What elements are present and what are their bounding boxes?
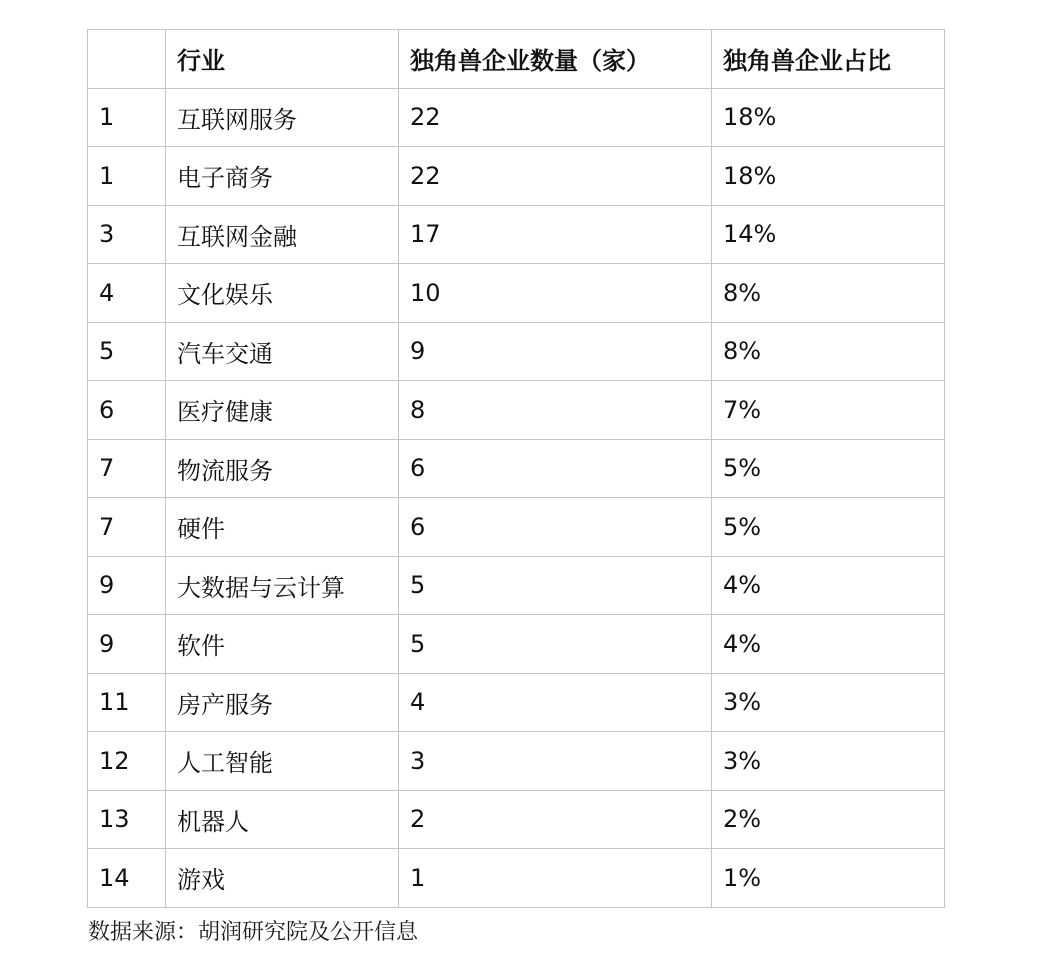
header-share: 独角兽企业占比 — [712, 30, 945, 89]
rank-cell: 14 — [88, 849, 166, 908]
share-cell: 8% — [712, 264, 945, 323]
table-row — [88, 849, 945, 908]
count-cell: 5 — [399, 556, 712, 615]
count-cell: 9 — [399, 322, 712, 381]
share-cell: 5% — [712, 498, 945, 557]
share-cell: 2% — [712, 790, 945, 849]
rank-cell: 12 — [88, 732, 166, 791]
industry-cell: 大数据与云计算 — [166, 556, 399, 615]
unicorn-industry-table — [87, 29, 945, 908]
table-row — [88, 381, 945, 440]
share-cell: 3% — [712, 673, 945, 732]
table-body — [88, 30, 945, 908]
industry-cell: 医疗健康 — [166, 381, 399, 440]
share-cell: 18% — [712, 147, 945, 206]
count-cell: 10 — [399, 264, 712, 323]
header-rank — [88, 30, 166, 89]
industry-cell: 电子商务 — [166, 147, 399, 206]
industry-cell: 游戏 — [166, 849, 399, 908]
count-cell: 1 — [399, 849, 712, 908]
share-cell: 4% — [712, 556, 945, 615]
industry-cell: 互联网服务 — [166, 88, 399, 147]
count-cell: 17 — [399, 205, 712, 264]
share-cell: 1% — [712, 849, 945, 908]
source-note: 数据来源：胡润研究院及公开信息 — [88, 920, 419, 945]
industry-cell: 汽车交通 — [166, 322, 399, 381]
share-cell: 4% — [712, 615, 945, 674]
count-cell: 22 — [399, 147, 712, 206]
rank-cell: 1 — [88, 147, 166, 206]
table-row — [88, 790, 945, 849]
table-row — [88, 498, 945, 557]
table-row — [88, 556, 945, 615]
industry-cell: 互联网金融 — [166, 205, 399, 264]
industry-cell: 房产服务 — [166, 673, 399, 732]
count-cell: 6 — [399, 498, 712, 557]
rank-cell: 4 — [88, 264, 166, 323]
table-row — [88, 615, 945, 674]
table-row — [88, 147, 945, 206]
rank-cell: 9 — [88, 556, 166, 615]
count-cell: 2 — [399, 790, 712, 849]
header-industry: 行业 — [166, 30, 399, 89]
count-cell: 8 — [399, 381, 712, 440]
count-cell: 3 — [399, 732, 712, 791]
share-cell: 14% — [712, 205, 945, 264]
share-cell: 7% — [712, 381, 945, 440]
industry-cell: 软件 — [166, 615, 399, 674]
table-row — [88, 322, 945, 381]
count-cell: 22 — [399, 88, 712, 147]
rank-cell: 9 — [88, 615, 166, 674]
rank-cell: 1 — [88, 88, 166, 147]
share-cell: 3% — [712, 732, 945, 791]
share-cell: 18% — [712, 88, 945, 147]
rank-cell: 7 — [88, 439, 166, 498]
industry-cell: 物流服务 — [166, 439, 399, 498]
count-cell: 6 — [399, 439, 712, 498]
rank-cell: 11 — [88, 673, 166, 732]
rank-cell: 7 — [88, 498, 166, 557]
industry-cell: 硬件 — [166, 498, 399, 557]
table-row — [88, 732, 945, 791]
table-row — [88, 264, 945, 323]
table-row — [88, 439, 945, 498]
header-count: 独角兽企业数量（家） — [399, 30, 712, 89]
industry-cell: 机器人 — [166, 790, 399, 849]
rank-cell: 6 — [88, 381, 166, 440]
share-cell: 8% — [712, 322, 945, 381]
table-row — [88, 205, 945, 264]
table-row — [88, 88, 945, 147]
count-cell: 4 — [399, 673, 712, 732]
header-row — [88, 30, 945, 89]
rank-cell: 3 — [88, 205, 166, 264]
rank-cell: 5 — [88, 322, 166, 381]
share-cell: 5% — [712, 439, 945, 498]
rank-cell: 13 — [88, 790, 166, 849]
table-row — [88, 673, 945, 732]
count-cell: 5 — [399, 615, 712, 674]
industry-cell: 文化娱乐 — [166, 264, 399, 323]
industry-cell: 人工智能 — [166, 732, 399, 791]
